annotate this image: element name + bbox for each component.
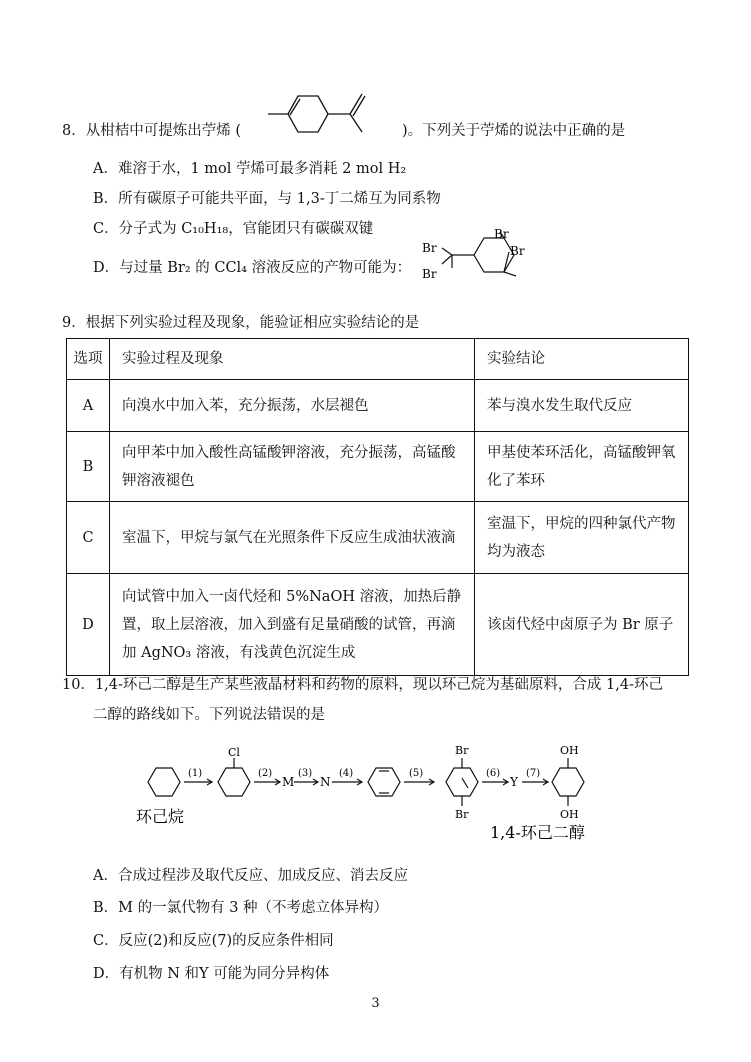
q8-stem-prefix: 8．从柑桔中可提炼出苧烯 ( <box>62 123 241 139</box>
tetrabromide-structure <box>418 228 543 283</box>
experiment-table <box>66 338 689 676</box>
cyclohexadiene-ring <box>368 768 400 796</box>
oh-bottom-label: OH <box>560 808 579 821</box>
br-label-2: Br <box>422 267 437 281</box>
q8-option-a: A．难溶于水，1 mol 苧烯可最多消耗 2 mol H₂ <box>93 161 407 177</box>
br-label-1: Br <box>422 241 437 255</box>
chlorocyclohexane-ring <box>218 768 250 796</box>
q10-option-b: B．M 的一氯代物有 3 种（不考虑立体异构） <box>93 900 389 916</box>
q8-stem-suffix: )。下列关于苧烯的说法中正确的是 <box>402 123 626 139</box>
end-product-label: 1,4-环己二醇 <box>490 823 585 842</box>
step-5-label: (5) <box>409 768 424 779</box>
row-conclusion: 室温下，甲烷的四种氯代产物均为液态 <box>475 502 689 574</box>
q10-option-d: D．有机物 N 和Y 可能为同分异构体 <box>93 966 330 982</box>
q10-option-a: A．合成过程涉及取代反应、加成反应、消去反应 <box>93 868 408 884</box>
step-2-label: (2) <box>258 768 273 779</box>
intermediate-y: Y <box>510 775 518 789</box>
q10-stem-line2: 二醇的路线如下。下列说法错误的是 <box>93 707 325 723</box>
table-row <box>67 574 689 676</box>
intermediate-m: M <box>282 775 295 789</box>
br-bottom-label: Br <box>455 808 469 821</box>
q9-stem: 9．根据下列实验过程及现象，能验证相应实验结论的是 <box>62 315 420 331</box>
q8-option-d: D．与过量 Br₂ 的 CCl₄ 溶液反应的产物可能为： <box>93 260 412 276</box>
br-top-label: Br <box>455 744 469 757</box>
q8-option-c: C．分子式为 C₁₀H₁₈，官能团只有碳碳双键 <box>93 221 374 237</box>
table-header-row <box>67 339 689 380</box>
step-7-label: (7) <box>526 768 541 779</box>
row-option: D <box>67 574 110 676</box>
intermediate-n: N <box>320 775 331 789</box>
header-process: 实验过程及现象 <box>110 339 475 380</box>
q10-option-c: C．反应(2)和反应(7)的反应条件相同 <box>93 933 334 949</box>
start-material-label: 环己烷 <box>136 807 185 826</box>
step-6-label: (6) <box>486 768 501 779</box>
table-row <box>67 432 689 502</box>
row-process: 向溴水中加入苯，充分振荡，水层褪色 <box>110 380 475 432</box>
cyclohexanediol-ring <box>552 768 584 796</box>
header-option: 选项 <box>67 339 110 380</box>
row-conclusion: 苯与溴水发生取代反应 <box>475 380 689 432</box>
page-number: 3 <box>371 996 380 1011</box>
limonene-structure <box>262 84 402 146</box>
synthesis-scheme <box>136 740 616 845</box>
header-conclusion: 实验结论 <box>475 339 689 380</box>
row-process: 室温下，甲烷与氯气在光照条件下反应生成油状液滴 <box>110 502 475 574</box>
step-4-label: (4) <box>339 768 354 779</box>
table-row <box>67 502 689 574</box>
row-process: 向甲苯中加入酸性高锰酸钾溶液，充分振荡，高锰酸钾溶液褪色 <box>110 432 475 502</box>
br-label-3: Br <box>494 228 509 241</box>
step-3-label: (3) <box>298 768 313 779</box>
row-option: C <box>67 502 110 574</box>
row-option: A <box>67 380 110 432</box>
q8-option-b: B．所有碳原子可能共平面，与 1,3-丁二烯互为同系物 <box>93 191 441 207</box>
row-option: B <box>67 432 110 502</box>
dibromocyclohexene-ring <box>446 768 478 796</box>
br-label-4: Br <box>510 244 525 258</box>
cyclohexane-ring <box>148 768 180 796</box>
table-row <box>67 380 689 432</box>
oh-top-label: OH <box>560 744 579 757</box>
row-process: 向试管中加入一卤代烃和 5%NaOH 溶液，加热后静置，取上层溶液，加入到盛有足量硝酸的试管，再滴加 AgNO₃ 溶液，有浅黄色沉淀生成 <box>110 574 475 676</box>
row-conclusion: 该卤代烃中卤原子为 Br 原子 <box>475 574 689 676</box>
step-1-label: (1) <box>188 768 203 779</box>
row-conclusion: 甲基使苯环活化，高锰酸钾氧化了苯环 <box>475 432 689 502</box>
cl-label: Cl <box>228 746 240 759</box>
q10-stem-line1: 10．1,4-环己二醇是生产某些液晶材料和药物的原料，现以环己烷为基础原料，合成 1,4-环己 <box>62 677 663 693</box>
